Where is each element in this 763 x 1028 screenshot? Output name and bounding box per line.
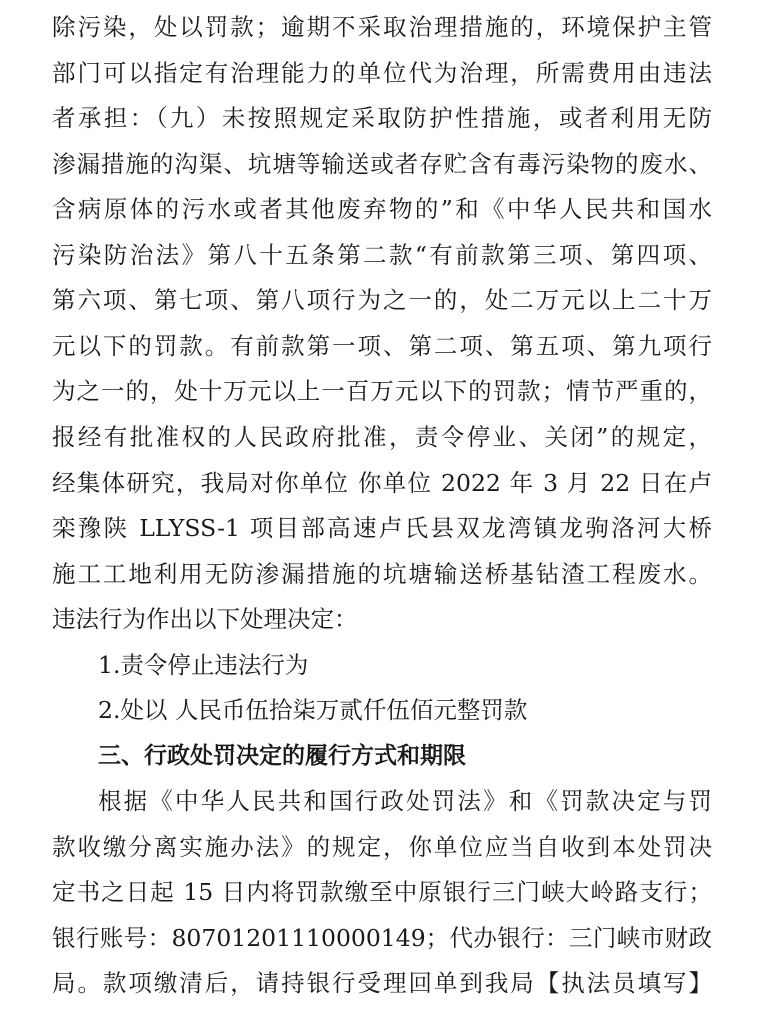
text-line: 栾豫陕 LLYSS-1 项目部高速卢氏县双龙湾镇龙驹洛河大桥: [52, 514, 712, 542]
text-line: 局。款项缴清后，请持银行受理回单到我局【执法员填写】: [52, 969, 712, 997]
text-line: 元以下的罚款。有前款第一项、第二项、第五项、第九项行: [52, 332, 712, 360]
text-line: 根据《中华人民共和国行政处罚法》和《罚款决定与罚: [98, 787, 712, 815]
text-line: 报经有批准权的人民政府批准，责令停业、关闭”的规定，: [52, 423, 712, 451]
text-line: 部门可以指定有治理能力的单位代为治理，所需费用由违法: [52, 59, 712, 87]
section-heading: 三、行政处罚决定的履行方式和期限: [98, 743, 466, 769]
decision-item: 2.处以 人民币伍拾柒万贰仟伍佰元整罚款: [98, 696, 528, 724]
text-line: 银行账号：80701201110000149；代办银行：三门峡市财政: [52, 924, 712, 952]
text-line: 经集体研究，我局对你单位 你单位 2022 年 3 月 22 日在卢: [52, 469, 712, 497]
text-line: 渗漏措施的沟渠、坑塘等输送或者存贮含有毒污染物的废水、: [52, 150, 712, 178]
text-line: 违法行为作出以下处理决定：: [52, 605, 358, 633]
text-line: 者承担：（九）未按照规定采取防护性措施，或者利用无防: [52, 104, 712, 132]
decision-item: 1.责令停止违法行为: [98, 651, 309, 679]
text-line: 款收缴分离实施办法》的规定，你单位应当自收到本处罚决: [52, 833, 712, 861]
text-line: 污染防治法》第八十五条第二款“有前款第三项、第四项、: [52, 241, 712, 269]
text-line: 除污染，处以罚款；逾期不采取治理措施的，环境保护主管: [52, 13, 712, 41]
text-line: 定书之日起 15 日内将罚款缴至中原银行三门峡大岭路支行；: [52, 878, 712, 906]
text-line: 第六项、第七项、第八项行为之一的，处二万元以上二十万: [52, 286, 712, 314]
text-line: 含病原体的污水或者其他废弃物的”和《中华人民共和国水: [52, 195, 712, 223]
text-line: 施工工地利用无防渗漏措施的坑塘输送桥基钻渣工程废水。: [52, 560, 712, 588]
text-line: 为之一的，处十万元以上一百万元以下的罚款；情节严重的，: [52, 377, 712, 405]
